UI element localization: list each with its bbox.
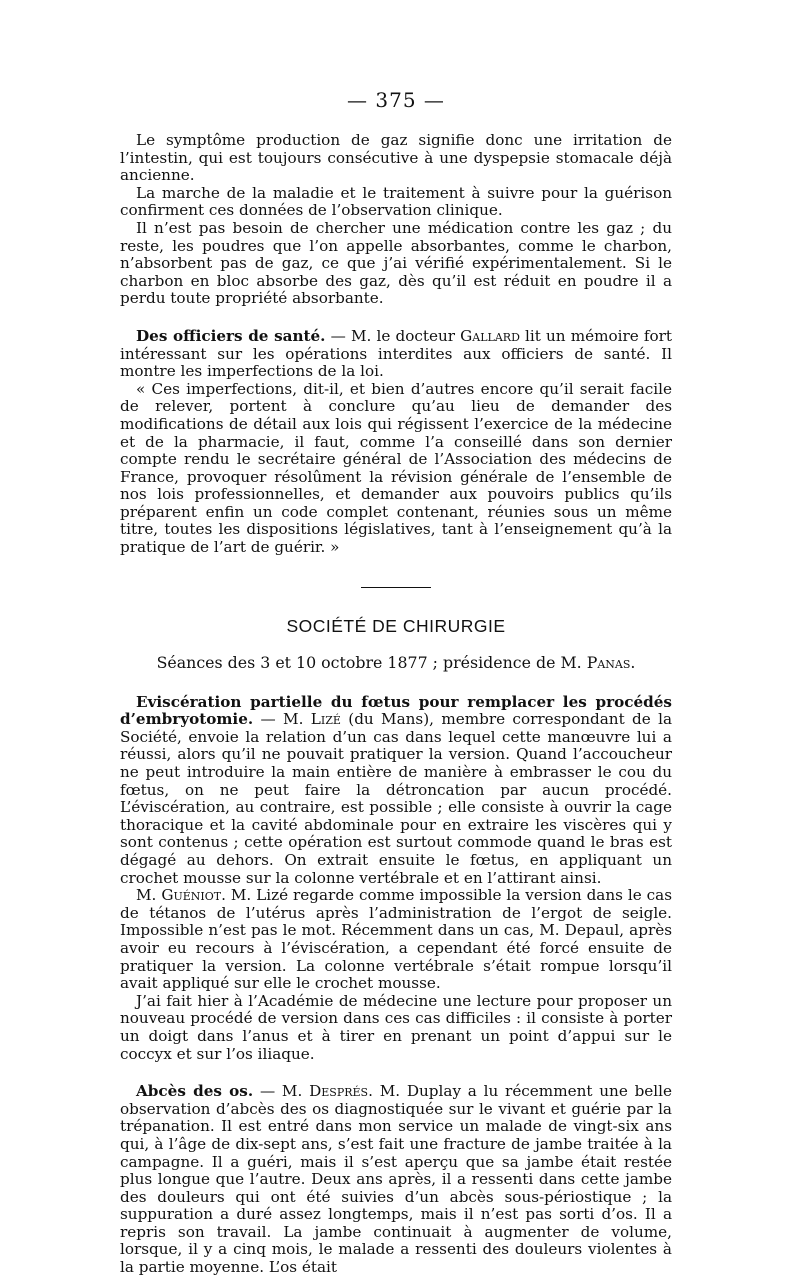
author-name: Després.: [309, 1082, 373, 1101]
section-officiers: [120, 328, 672, 381]
body-text: (du Mans), membre correspondant de la Société, envoie la relation d’un cas dans lequel cette manœuvre lui a réussi, alors qu’il ne pouvait pratiquer la version. Quand l’accoucheur ne peut introduire la main entière de manière à embrasser le cou du fœtus, on ne peut faire la détroncation par aucun procédé. L’éviscération, au contraire, est possible ; elle consiste à ouvrir la cage thoracique et la cavité abdominale pour en extraire les viscères qui y sont contenus ; cette opération est surtout commode quand le bras est dégagé au dehors. On extrait ensuite le fœtus, en appliquant un crochet mousse sur la colonne vertébrale et en l’attirant ainsi.: [120, 710, 673, 887]
paragraph: Le symptôme production de gaz signifie donc une irritation de l’intestin, qui est toujours consécutive à une dyspepsie stomacale déjà ancienne.: [120, 131, 672, 185]
page-number: — 375 —: [347, 88, 445, 112]
seances-line: [120, 653, 672, 672]
body-text: lit un mémoire fort intéressant sur les opérations interdites aux officiers de santé. Il montre les imperfections de la loi.: [120, 326, 673, 381]
section-heading: Eviscération partielle du fœtus pour remplacer les procédés d’embryotomie.: [120, 692, 672, 729]
author-name: Gallard: [460, 326, 520, 345]
paragraph: J’ai fait hier à l’Académie de médecine une lecture pour proposer un nouveau procédé de version dans ces cas difficiles : il consiste à porter un doigt dans l’anus et à tirer en prenant un point d’appui sur le coccyx et sur l’os iliaque.: [120, 991, 672, 1063]
lead-text: — M. le docteur: [330, 326, 455, 345]
section-abces: [120, 1083, 672, 1277]
section-divider: [361, 587, 431, 588]
section-heading: Des officiers de santé.: [136, 326, 326, 345]
lead-text: — M.: [259, 1082, 303, 1101]
body-text: M. Lizé regarde comme impossible la version dans le cas de tétanos de l’utérus après l’administration de l’ergot de seigle. Impossible n’est pas le mot. Récemment dans un cas, M. Depaul, après avoir eu recours à l’éviscération, a cependant été forcé ensuite de pratiquer la version. La colonne vertébrale s’était rompue lorsqu’il avait appliqué sur elle le crochet mousse.: [120, 886, 673, 993]
paragraph-gueniot: [120, 887, 672, 993]
society-title: SOCIÉTÉ DE CHIRURGIE: [286, 615, 506, 636]
section-evisceration: [120, 694, 672, 888]
president-name: Panas.: [586, 652, 636, 672]
paragraph: La marche de la maladie et le traitement à suivre pour la guérison confirment ces données de l’observation clinique.: [120, 183, 672, 220]
page: [120, 88, 672, 1277]
quote-paragraph: « Ces imperfections, dit-il, et bien d’autres encore qu’il serait facile de relever, portent à conclure qu’au lieu de demander des modifications de détail aux lois qui régissent l’exercice de la médecine et de la pharmacie, il faut, comme l’a conseillé dans son dernier compte rendu le secrétaire général de l’Association des médecins de France, provoquer résolûment la révision générale de l’ensemble de nos lois professionnelles, et demander aux pouvoirs publics qu’ils préparent enfin un code complet contenant, réunies sous un même titre, toutes les dispositions législatives, tant à l’enseignement qu’à la pratique de l’art de guérir. »: [120, 379, 672, 557]
author-name: Guéniot.: [161, 886, 226, 905]
lead-text: — M.: [260, 710, 304, 729]
body-text: M. Duplay a lu récemment une belle observation d’abcès des os diagnostiquée sur le vivant et guérie par la trépanation. Il est entré dans mon service un malade de vingt-six ans qui, à l’âge de dix-sept ans, s’est fait une fracture de jambe traitée à la campagne. Il a guéri, mais il s’est aperçu que sa jambe était restée plus longue que l’autre. Deux ans après, il a ressenti dans cette jambe des douleurs qui ont été suivies d’un abcès sous-périostique ; la suppuration a duré assez longtemps, mais il n’est pas sorti d’os. Il a repris son travail. La jambe continuait à augmenter de volume, lorsque, il y a cinq mois, le malade a ressenti des douleurs violentes à la partie moyenne. L’os était: [120, 1082, 672, 1277]
paragraph: Il n’est pas besoin de chercher une médication contre les gaz ; du reste, les poudres que l’on appelle absorbantes, comme le charbon, n’absorbent pas de gaz, ce que j’ai vérifié expérimentalement. Si le charbon en bloc absorbe des gaz, dès qu’il est réduit en poudre il a perdu toute propriété absorbante.: [120, 218, 672, 308]
lead-text: M.: [136, 886, 157, 905]
author-name: Lizé: [310, 710, 341, 729]
section-heading: Abcès des os.: [136, 1082, 254, 1101]
seances-text: Séances des 3 et 10 octobre 1877 ; présidence de M.: [156, 652, 582, 672]
